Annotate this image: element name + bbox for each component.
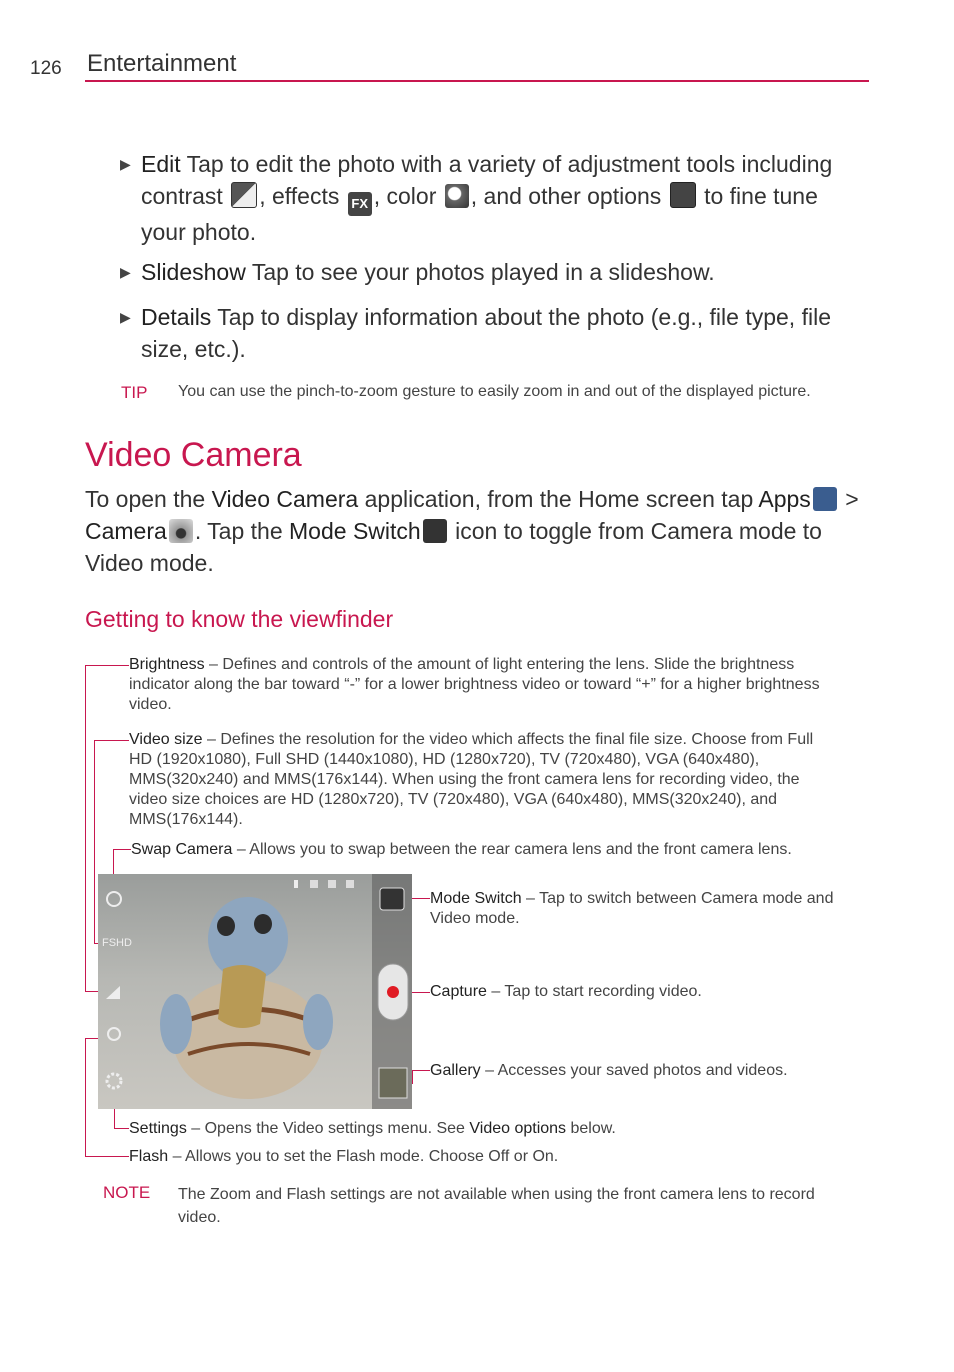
record-icon	[387, 986, 399, 998]
status-icon	[294, 880, 298, 888]
contrast-icon	[231, 182, 257, 208]
viewfinder-image	[98, 874, 412, 1109]
figurine-arm	[160, 994, 192, 1054]
leader-line	[85, 1038, 86, 1156]
note-label: NOTE	[103, 1183, 151, 1202]
status-icon	[328, 880, 336, 888]
bullet-label: Edit	[141, 151, 181, 177]
bullet-arrow-icon: ▶	[120, 309, 131, 325]
bullet-arrow-icon: ▶	[120, 264, 131, 280]
leader-line	[412, 1070, 430, 1071]
leader-line	[412, 1070, 413, 1084]
bullet-arrow-icon: ▶	[120, 156, 131, 172]
callout-brightness: Brightness – Defines and controls of the amount of light entering the lens. Slide the brightness indicator along the bar toward “-” for a lower brightness video or toward “+” for a higher brightness video.	[129, 656, 820, 713]
callout-video-size: Video size – Defines the resolution for the video which affects the final file size. Choose from Full HD (1920x1080), Full SHD (1440x1080), HD (1280x720), TV (720x480), VGA (640x480), MMS(320x240) and MMS(176x144). When using the front camera lens for recording video, the video size choices are HD (1280x720), TV (720x480), VGA (640x480), MMS(320x240), and MMS(176x144).	[129, 731, 814, 828]
status-icon	[310, 880, 318, 888]
figurine-arm	[303, 994, 333, 1050]
leader-line	[113, 849, 131, 850]
page-number: 126	[30, 58, 62, 79]
bullet-edit-text: Edit Tap to edit the photo with a variety of adjustment tools including contrast , effects FX , color , and other options to fine tune your photo.	[141, 151, 833, 245]
leader-line	[85, 665, 86, 992]
leader-line	[85, 665, 129, 666]
mode-switch-icon[interactable]	[380, 888, 404, 910]
intro-paragraph: To open the Video Camera application, from the Home screen tap Apps > Camera . Tap the Mode Switch icon to toggle from Camera mode to Video mode.	[85, 486, 859, 576]
swap-camera-icon[interactable]	[107, 892, 121, 906]
camera-icon	[169, 519, 193, 543]
callout-flash: Flash – Allows you to set the Flash mode. Choose Off or On.	[129, 1148, 559, 1165]
apps-icon	[813, 487, 837, 511]
leader-line	[94, 740, 129, 741]
callout-gallery: Gallery – Accesses your saved photos and videos.	[430, 1062, 788, 1079]
crop-options-icon	[670, 182, 696, 208]
bullet-label: Slideshow	[141, 259, 246, 285]
video-size-icon[interactable]: FSHD	[102, 937, 132, 949]
mode-switch-icon	[423, 519, 447, 543]
leader-line	[94, 740, 95, 944]
figurine-eye	[217, 916, 235, 936]
tip-text: You can use the pinch-to-zoom gesture to easily zoom in and out of the displayed picture.	[178, 383, 811, 400]
flash-icon[interactable]	[108, 1028, 120, 1040]
figurine-beak	[218, 965, 266, 1028]
leader-line	[114, 1128, 129, 1129]
status-icon	[346, 880, 354, 888]
subheading: Getting to know the viewfinder	[85, 606, 394, 632]
tip-label: TIP	[121, 383, 148, 402]
callout-mode-switch: Mode Switch – Tap to switch between Camera mode and Video mode.	[430, 890, 834, 927]
leader-line	[85, 1156, 129, 1157]
callout-settings: Settings – Opens the Video settings menu. See Video options below.	[129, 1120, 616, 1137]
settings-icon[interactable]	[107, 1074, 121, 1088]
header-rule	[85, 80, 869, 82]
figurine-eye	[254, 914, 272, 934]
section-heading: Video Camera	[85, 436, 302, 474]
gallery-thumbnail[interactable]	[379, 1068, 407, 1098]
color-icon	[445, 184, 469, 208]
effects-icon: FX	[348, 192, 372, 216]
viewfinder-screenshot	[98, 874, 412, 1109]
note-text: The Zoom and Flash settings are not available when using the front camera lens to record video.	[178, 1186, 815, 1226]
bullet-label: Details	[141, 304, 212, 330]
section-title: Entertainment	[87, 50, 237, 77]
brightness-icon[interactable]	[106, 986, 120, 999]
callout-swap-camera: Swap Camera – Allows you to swap between the rear camera lens and the front camera lens.	[131, 841, 792, 858]
callout-capture: Capture – Tap to start recording video.	[430, 983, 702, 1000]
